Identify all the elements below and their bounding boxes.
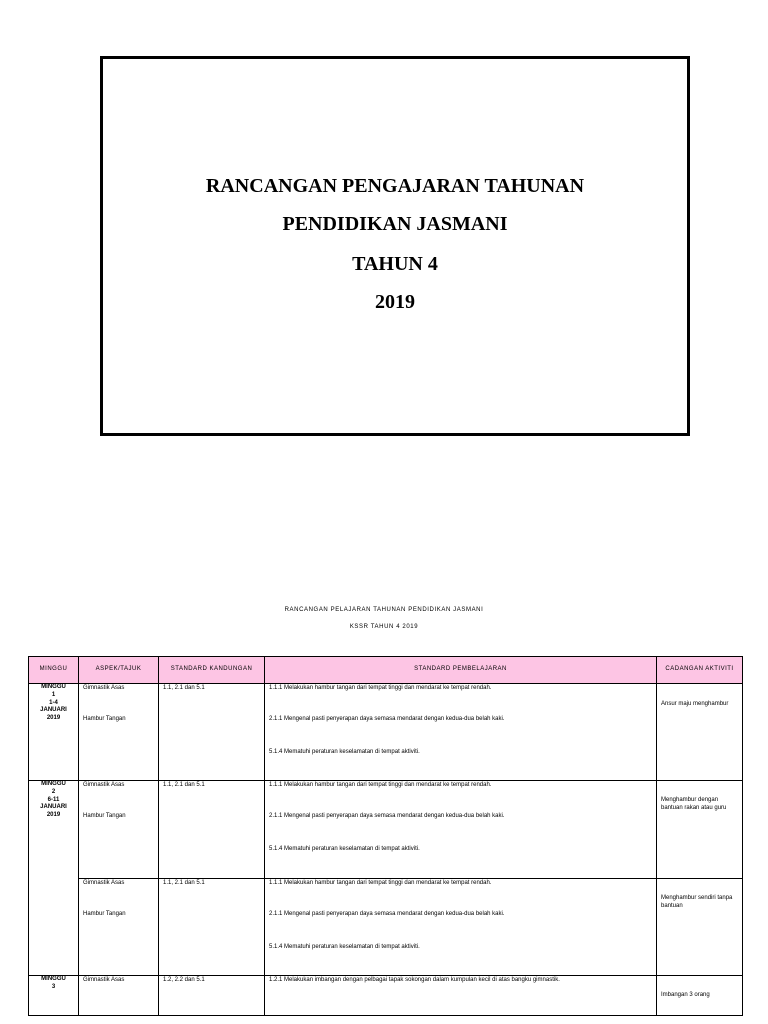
content-standard-text: 1.1, 2.1 dan 5.1 — [163, 880, 205, 886]
aspect-line: Gimnastik Asas — [83, 782, 125, 788]
header-aspek: ASPEK/TAJUK — [79, 657, 159, 684]
content-standard-cell — [159, 879, 265, 976]
learning-standard-line: 5.1.4 Mematuhi peraturan keselamatan di tempat aktiviti. — [269, 944, 420, 950]
cover-title-line-3: TAHUN 4 — [352, 253, 438, 275]
activity-cell — [657, 781, 743, 879]
learning-standard-line: 5.1.4 Mematuhi peraturan keselamatan di tempat aktiviti. — [269, 749, 420, 755]
table-row — [29, 976, 743, 1016]
learning-standard-line: 1.1.1 Melakukan hambur tangan dari tempat tinggi dan mendarat ke tempat rendah. — [269, 782, 492, 788]
aspect-cell — [79, 879, 159, 976]
week-month: JANUARI — [40, 707, 67, 714]
content-standard-cell — [159, 976, 265, 1016]
week-label: MINGGU — [41, 781, 66, 787]
cover-title-line-2: PENDIDIKAN JASMANI — [282, 213, 508, 235]
learning-standard-cell — [265, 879, 657, 976]
learning-standard-cell — [265, 781, 657, 879]
cover-title-line-1: RANCANGAN PENGAJARAN TAHUNAN — [205, 175, 585, 197]
aspect-line: Hambur Tangan — [83, 813, 126, 819]
learning-standard-line: 2.1.1 Mengenal pasti penyerapan daya semasa mendarat dengan kedua-dua belah kaki. — [269, 911, 505, 917]
aspect-line: Gimnastik Asas — [83, 880, 125, 886]
week-dates: 6-11 — [47, 796, 60, 803]
table-row — [29, 879, 743, 976]
content-standard-cell — [159, 684, 265, 781]
aspect-line: Gimnastik Asas — [83, 977, 125, 983]
week-month: JANUARI — [40, 804, 67, 811]
content-standard-text: 1.1, 2.1 dan 5.1 — [163, 685, 205, 691]
header-standard-pembelajaran: STANDARD PEMBELAJARAN — [265, 657, 657, 684]
week-number: 3 — [51, 983, 56, 990]
learning-standard-line: 1.1.1 Melakukan hambur tangan dari tempat tinggi dan mendarat ke tempat rendah. — [269, 685, 492, 691]
learning-standard-line: 1.1.1 Melakukan hambur tangan dari tempat tinggi dan mendarat ke tempat rendah. — [269, 880, 492, 886]
cover-title-line-4: 2019 — [375, 291, 415, 313]
activity-text: Menghambur sendiri tanpa bantuan — [661, 895, 733, 909]
content-standard-cell — [159, 781, 265, 879]
header-standard-kandungan: STANDARD KANDUNGAN — [159, 657, 265, 684]
week-label: MINGGU — [41, 684, 66, 690]
header-cadangan-aktiviti: CADANGAN AKTIVITI — [657, 657, 743, 684]
aspect-cell — [79, 781, 159, 879]
activity-text: Ansur maju menghambur — [661, 701, 729, 707]
week-number: 1 — [51, 691, 56, 698]
week-cell — [29, 781, 79, 976]
table-row — [29, 781, 743, 879]
header-minggu: MINGGU — [29, 657, 79, 684]
activity-cell — [657, 684, 743, 781]
learning-standard-line: 2.1.1 Mengenal pasti penyerapan daya semasa mendarat dengan kedua-dua belah kaki. — [269, 716, 505, 722]
activity-cell — [657, 879, 743, 976]
learning-standard-cell — [265, 684, 657, 781]
activity-text: Menghambur dengan bantuan rakan atau guru — [661, 797, 727, 811]
cover-frame — [100, 56, 690, 436]
aspect-line: Gimnastik Asas — [83, 685, 125, 691]
learning-standard-line: 5.1.4 Mematuhi peraturan keselamatan di tempat aktiviti. — [269, 846, 420, 852]
week-label: MINGGU — [41, 976, 66, 982]
week-number: 2 — [51, 788, 56, 795]
document-title: RANCANGAN PELAJARAN TAHUNAN PENDIDIKAN JASMANI — [284, 607, 484, 613]
aspect-line: Hambur Tangan — [83, 911, 126, 917]
aspect-line: Hambur Tangan — [83, 716, 126, 722]
content-standard-text: 1.2, 2.2 dan 5.1 — [163, 977, 205, 983]
document-subtitle: KSSR TAHUN 4 2019 — [349, 624, 419, 630]
learning-standard-line: 1.2.1 Melakukan imbangan dengan pelbagai tapak sokongan dalam kumpulan kecil di atas bangku gimnastik. — [269, 977, 560, 983]
aspect-cell — [79, 684, 159, 781]
table-header-row — [29, 657, 743, 684]
week-cell — [29, 684, 79, 781]
activity-cell — [657, 976, 743, 1016]
learning-standard-line: 2.1.1 Mengenal pasti penyerapan daya semasa mendarat dengan kedua-dua belah kaki. — [269, 813, 505, 819]
week-cell — [29, 976, 79, 1016]
week-year: 2019 — [46, 812, 61, 819]
activity-text: Imbangan 3 orang — [661, 992, 710, 998]
table-row — [29, 684, 743, 781]
aspect-cell — [79, 976, 159, 1016]
content-standard-text: 1.1, 2.1 dan 5.1 — [163, 782, 205, 788]
week-year: 2019 — [46, 715, 61, 722]
lesson-plan-table — [28, 656, 743, 1016]
week-dates: 1-4 — [49, 699, 58, 706]
learning-standard-cell — [265, 976, 657, 1016]
